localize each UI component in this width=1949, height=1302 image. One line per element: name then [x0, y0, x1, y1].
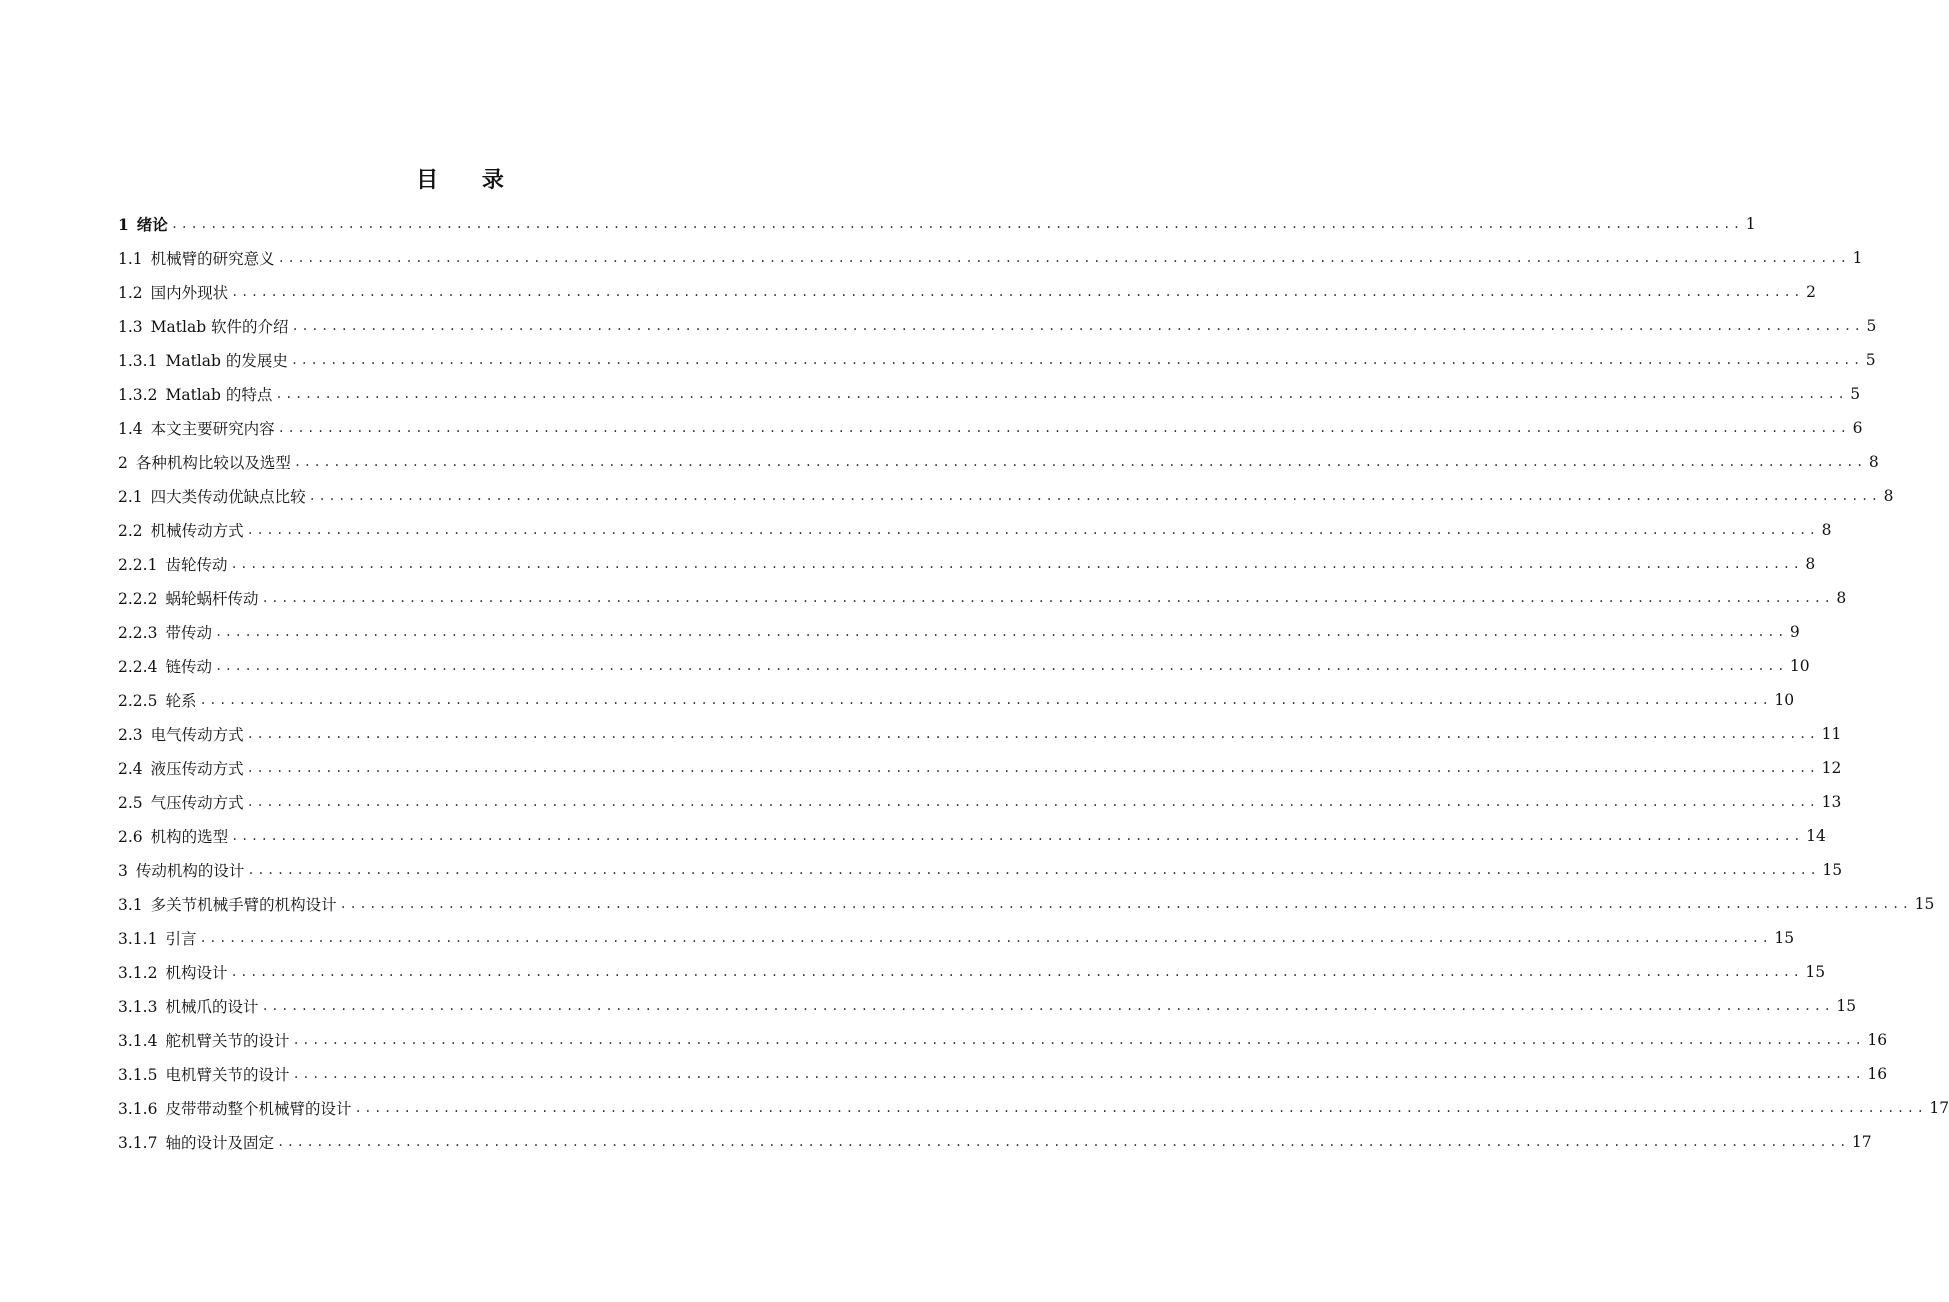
toc-entry[interactable] — [118, 309, 1877, 343]
toc-dot-leader: ................................................................................................................................................................ — [277, 251, 1850, 265]
toc-page-number: 5 — [1866, 317, 1877, 335]
toc-page-number: 15 — [1805, 963, 1826, 981]
toc-dot-leader: ................................................................................................................................................................ — [231, 829, 1804, 843]
toc-section-title: Matlab 的特点 — [165, 386, 273, 404]
toc-entry-label — [118, 961, 227, 983]
toc-entry-label — [118, 485, 306, 507]
toc-entry[interactable] — [118, 1125, 1872, 1159]
toc-entry[interactable] — [118, 853, 1843, 887]
toc-section-title: 液压传动方式 — [150, 760, 244, 778]
toc-section-number: 1.3 — [118, 318, 143, 336]
toc-section-title: 各种机构比较以及选型 — [135, 454, 291, 472]
toc-dot-leader: ................................................................................................................................................................ — [275, 387, 1848, 401]
toc-section-title: 机构的选型 — [150, 828, 229, 846]
toc-dot-leader: ................................................................................................................................................................ — [276, 1135, 1849, 1149]
toc-page-number: 1 — [1852, 249, 1863, 267]
toc-page-number: 10 — [1774, 691, 1795, 709]
toc-section-number: 2.1 — [118, 488, 143, 506]
toc-section-title: 舵机臂关节的设计 — [165, 1032, 290, 1050]
toc-section-title: 传动机构的设计 — [135, 862, 245, 880]
toc-entry-label — [118, 791, 244, 813]
toc-page-number: 6 — [1852, 419, 1863, 437]
toc-section-number: 3.1.7 — [118, 1134, 158, 1152]
toc-entry-label — [118, 349, 288, 371]
toc-page-number: 15 — [1914, 895, 1935, 913]
toc-dot-leader: ................................................................................................................................................................ — [290, 353, 1863, 367]
toc-entry-label — [118, 417, 275, 439]
toc-entry[interactable] — [118, 989, 1857, 1023]
toc-title: 目 录 — [416, 167, 522, 193]
toc-section-number: 2.3 — [118, 726, 143, 744]
toc-entry[interactable] — [118, 445, 1879, 479]
toc-dot-leader: ................................................................................................................................................................ — [199, 693, 1772, 707]
toc-section-title: 电机臂关节的设计 — [165, 1066, 290, 1084]
toc-section-number: 2 — [118, 454, 128, 472]
toc-entry-label — [118, 1131, 274, 1153]
toc-entry[interactable] — [118, 343, 1876, 377]
toc-page-number: 9 — [1789, 623, 1800, 641]
toc-dot-leader: ................................................................................................................................................................ — [246, 761, 1819, 775]
toc-section-title: 链传动 — [165, 658, 212, 676]
toc-dot-leader: ................................................................................................................................................................ — [214, 625, 1787, 639]
toc-page-number: 10 — [1789, 657, 1810, 675]
toc-dot-leader: ................................................................................................................................................................ — [339, 897, 1912, 911]
toc-entry-label — [118, 1097, 351, 1119]
toc-page-number: 1 — [1745, 215, 1756, 233]
toc-page-number: 13 — [1821, 793, 1842, 811]
toc-section-number: 3.1.6 — [118, 1100, 158, 1118]
toc-section-title: 齿轮传动 — [165, 556, 228, 574]
toc-entry[interactable] — [118, 547, 1816, 581]
toc-section-title: 绪论 — [136, 215, 168, 234]
toc-entry-label — [118, 927, 196, 949]
toc-section-number: 2.2.5 — [118, 692, 158, 710]
toc-section-title: 气压传动方式 — [150, 794, 244, 812]
toc-section-title: Matlab 的发展史 — [165, 352, 288, 370]
toc-dot-leader: ................................................................................................................................................................ — [354, 1101, 1927, 1115]
toc-section-title: 多关节机械手臂的机构设计 — [150, 896, 337, 914]
toc-page-number: 8 — [1883, 487, 1894, 505]
toc-dot-leader: ................................................................................................................................................................ — [293, 455, 1866, 469]
toc-page-number: 15 — [1836, 997, 1857, 1015]
toc-section-title: 引言 — [165, 930, 197, 948]
toc-dot-leader: ................................................................................................................................................................ — [230, 557, 1803, 571]
toc-entry[interactable] — [118, 377, 1861, 411]
toc-page-number: 5 — [1865, 351, 1876, 369]
toc-dot-leader: ................................................................................................................................................................ — [231, 285, 1804, 299]
toc-page-number: 15 — [1822, 861, 1843, 879]
toc-entry[interactable] — [118, 819, 1826, 853]
toc-dot-leader: ................................................................................................................................................................ — [291, 319, 1864, 333]
toc-section-number: 1.1 — [118, 250, 143, 268]
toc-entry[interactable] — [118, 785, 1842, 819]
toc-section-number: 1.2 — [118, 284, 143, 302]
toc-entry-label — [118, 281, 228, 303]
toc-dot-leader: ................................................................................................................................................................ — [292, 1067, 1865, 1081]
table-of-contents — [118, 207, 1949, 1159]
toc-page-number: 17 — [1929, 1099, 1949, 1117]
toc-section-number: 2.4 — [118, 760, 143, 778]
toc-page-number: 16 — [1867, 1031, 1888, 1049]
toc-section-number: 2.2.3 — [118, 624, 158, 642]
toc-section-number: 2.2.1 — [118, 556, 158, 574]
toc-entry-label — [118, 315, 289, 337]
toc-entry-label — [118, 825, 228, 847]
toc-entry-label — [118, 1063, 289, 1085]
toc-page-number: 17 — [1851, 1133, 1872, 1151]
toc-dot-leader: ................................................................................................................................................................ — [292, 1033, 1865, 1047]
toc-section-title: 本文主要研究内容 — [150, 420, 275, 438]
toc-section-title: 机械臂的研究意义 — [150, 250, 275, 268]
toc-dot-leader: ................................................................................................................................................................ — [230, 965, 1803, 979]
toc-dot-leader: ................................................................................................................................................................ — [277, 421, 1850, 435]
toc-dot-leader: ................................................................................................................................................................ — [247, 863, 1820, 877]
toc-entry-label — [118, 655, 212, 677]
toc-section-number: 3.1.5 — [118, 1066, 158, 1084]
toc-page-number: 14 — [1806, 827, 1826, 845]
toc-section-number: 1.3.1 — [118, 352, 158, 370]
toc-page-number: 12 — [1821, 759, 1842, 777]
toc-section-title: 轮系 — [165, 692, 197, 710]
toc-page-number: 8 — [1868, 453, 1879, 471]
toc-entry[interactable] — [118, 1091, 1949, 1125]
toc-page-number: 8 — [1805, 555, 1816, 573]
toc-dot-leader: ................................................................................................................................................................ — [261, 999, 1834, 1013]
toc-page-number: 8 — [1821, 521, 1832, 539]
toc-dot-leader: ................................................................................................................................................................ — [308, 489, 1881, 503]
toc-dot-leader: ................................................................................................................................................................ — [246, 795, 1819, 809]
toc-page-number: 8 — [1836, 589, 1847, 607]
toc-entry-label — [118, 621, 212, 643]
toc-section-number: 2.2.4 — [118, 658, 158, 676]
toc-entry[interactable] — [118, 921, 1795, 955]
toc-entry-label — [118, 1029, 289, 1051]
toc-entry[interactable] — [118, 887, 1935, 921]
toc-section-number: 3 — [118, 862, 128, 880]
toc-section-title: 机构设计 — [165, 964, 228, 982]
toc-page-number: 16 — [1867, 1065, 1888, 1083]
toc-entry[interactable] — [118, 615, 1800, 649]
toc-section-title: 带传动 — [165, 624, 212, 642]
toc-entry-label — [118, 689, 196, 711]
toc-entry[interactable] — [118, 581, 1847, 615]
toc-section-number: 3.1.4 — [118, 1032, 158, 1050]
toc-entry-label — [118, 995, 258, 1017]
toc-section-number: 2.6 — [118, 828, 143, 846]
toc-entry[interactable] — [118, 411, 1863, 445]
toc-section-number: 3.1.3 — [118, 998, 158, 1016]
toc-entry-label — [118, 723, 244, 745]
toc-section-title: 国内外现状 — [150, 284, 229, 302]
toc-entry[interactable] — [118, 649, 1810, 683]
toc-section-number: 2.2 — [118, 522, 143, 540]
toc-entry[interactable] — [118, 513, 1832, 547]
toc-page-number: 5 — [1850, 385, 1861, 403]
toc-entry[interactable] — [118, 751, 1842, 785]
toc-section-title: 机械传动方式 — [150, 522, 244, 540]
toc-entry[interactable] — [118, 683, 1795, 717]
toc-entry[interactable] — [118, 717, 1842, 751]
toc-section-title: 轴的设计及固定 — [165, 1134, 274, 1152]
toc-section-number: 3.1.1 — [118, 930, 158, 948]
toc-entry-label — [118, 519, 244, 541]
toc-dot-leader: ................................................................................................................................................................ — [170, 217, 1743, 231]
toc-page-number: 11 — [1821, 725, 1842, 743]
toc-entry-label — [118, 859, 244, 881]
toc-entry-label — [118, 451, 291, 473]
toc-entry[interactable] — [118, 1057, 1888, 1091]
toc-page-number: 2 — [1806, 283, 1816, 301]
toc-entry-label — [118, 553, 227, 575]
toc-section-number: 2.5 — [118, 794, 143, 812]
toc-dot-leader: ................................................................................................................................................................ — [246, 523, 1819, 537]
toc-entry[interactable] — [118, 275, 1816, 309]
toc-entry-label — [118, 383, 272, 405]
toc-section-title: 皮带带动整个机械臂的设计 — [165, 1100, 352, 1118]
toc-entry[interactable] — [118, 241, 1863, 275]
toc-entry[interactable] — [118, 955, 1826, 989]
toc-entry-label — [118, 213, 168, 235]
toc-entry-label — [118, 247, 275, 269]
toc-entry[interactable] — [118, 1023, 1888, 1057]
toc-entry[interactable] — [118, 207, 1756, 241]
toc-section-title: 蜗轮蜗杆传动 — [165, 590, 259, 608]
toc-section-number: 1.3.2 — [118, 386, 158, 404]
toc-section-title: 机械爪的设计 — [165, 998, 259, 1016]
toc-entry[interactable] — [118, 479, 1894, 513]
toc-section-number: 1.4 — [118, 420, 143, 438]
toc-section-title: 四大类传动优缺点比较 — [150, 488, 306, 506]
toc-section-title: Matlab 软件的介绍 — [150, 318, 289, 336]
toc-section-number: 2.2.2 — [118, 590, 158, 608]
toc-page-number: 15 — [1774, 929, 1795, 947]
toc-section-number: 3.1 — [118, 896, 143, 914]
toc-entry-label — [118, 757, 244, 779]
toc-section-number: 3.1.2 — [118, 964, 158, 982]
toc-dot-leader: ................................................................................................................................................................ — [261, 591, 1834, 605]
toc-dot-leader: ................................................................................................................................................................ — [214, 659, 1787, 673]
toc-entry-label — [118, 587, 258, 609]
toc-dot-leader: ................................................................................................................................................................ — [199, 931, 1772, 945]
toc-section-number: 1 — [118, 215, 129, 234]
toc-section-title: 电气传动方式 — [150, 726, 244, 744]
toc-dot-leader: ................................................................................................................................................................ — [246, 727, 1819, 741]
toc-entry-label — [118, 893, 337, 915]
